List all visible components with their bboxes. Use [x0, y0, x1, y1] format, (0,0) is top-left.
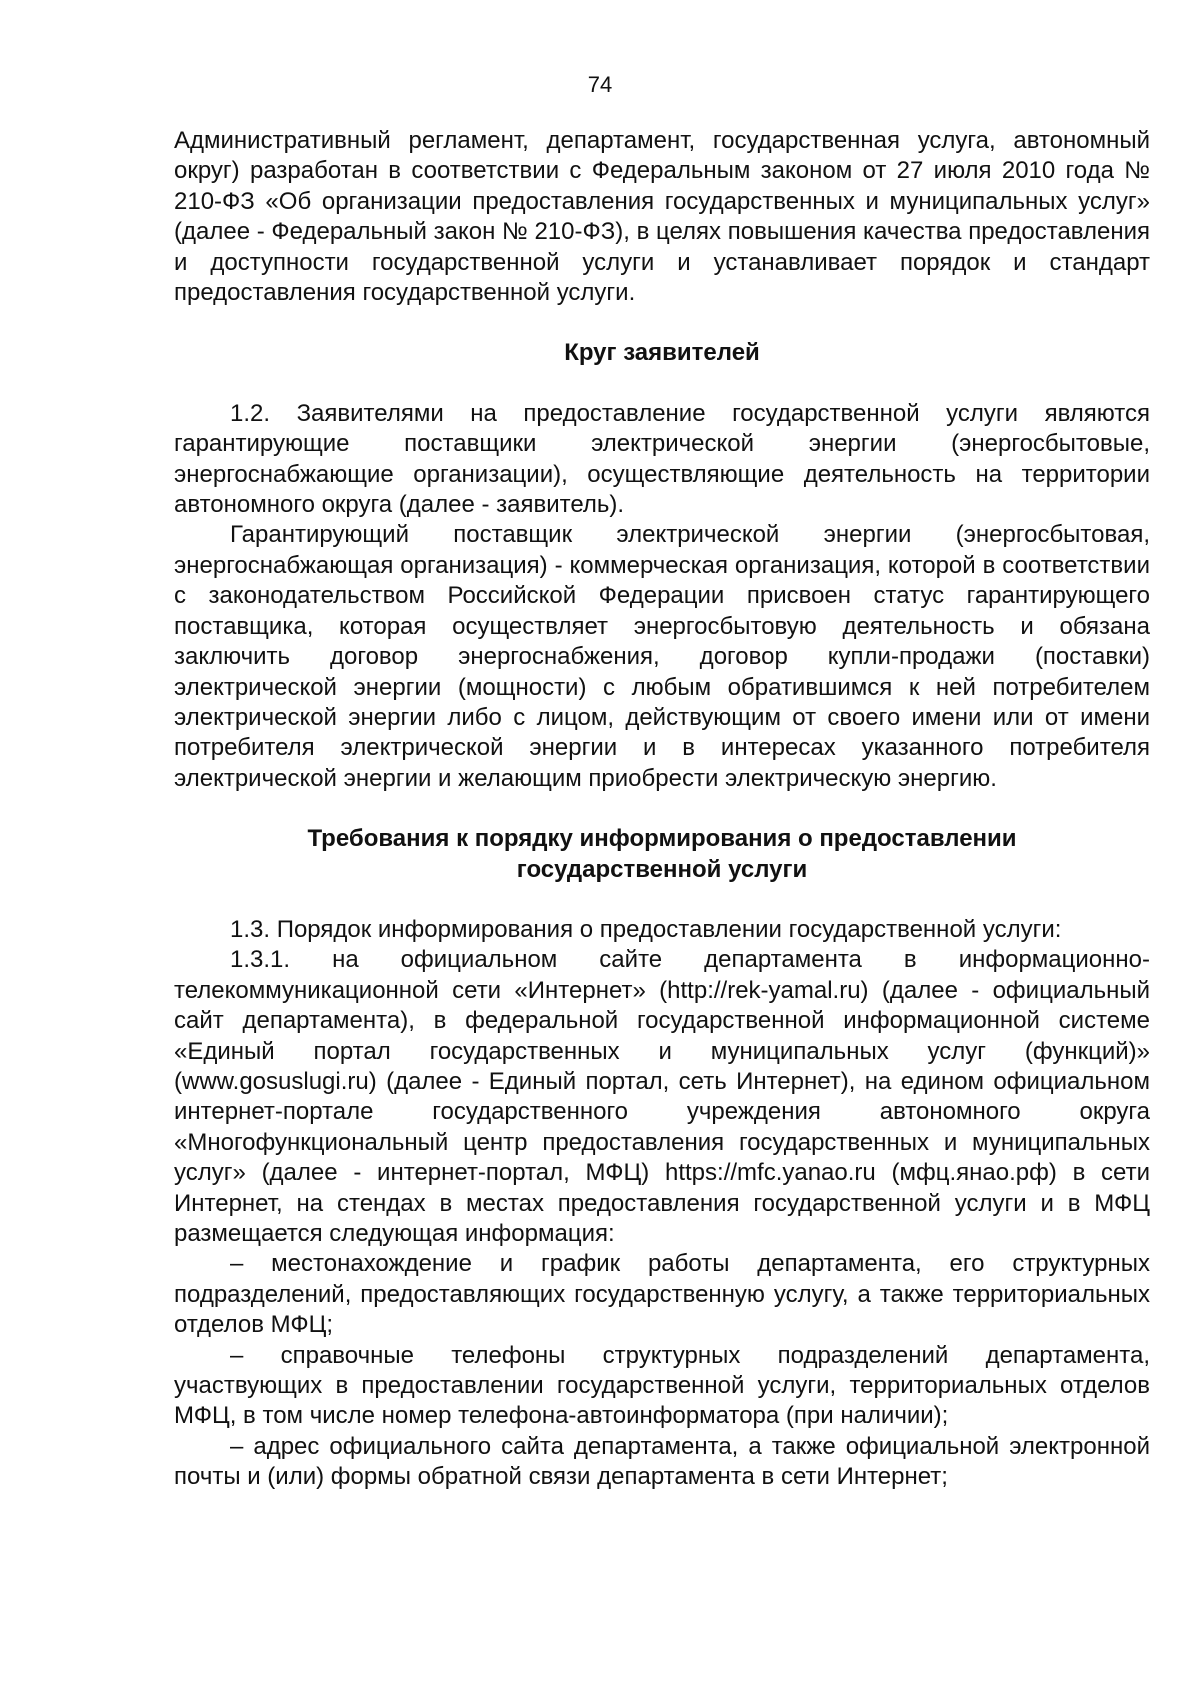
paragraph-guaranteeing-supplier: Гарантирующий поставщик электрической энергии (энергосбытовая, энергоснабжающая организация) - коммерческая организация, которой в соответствии с законодательством Российской Федерации присвоен статус гарантирующего поставщика, которая осуществляет энергосбытовую деятельность и обязана заключить договор энергоснабжения, договор купли-продажи (поставки) электрической энергии (мощности) с любым обратившимся к ней потребителем электрической энергии либо с лицом, действующим от своего имени или от имени потребителя электрической энергии и в интересах указанного потребителя электрической энергии и желающим приобрести электрическую энергию.: [174, 521, 1150, 792]
list-item: – местонахождение и график работы департамента, его структурных подразделений, предоставляющих государственную услугу, а также территориальных отделов МФЦ;: [174, 1250, 1150, 1339]
document-body: [174, 126, 1150, 1493]
list-item: – адрес официального сайта департамента, а также официальной электронной почты и (или) формы обратной связи департамента в сети Интернет;: [174, 1432, 1150, 1491]
section-heading-applicants: Круг заявителей: [564, 339, 760, 367]
list-item: – справочные телефоны структурных подразделений департамента, участвующих в предоставлении государственной услуги, территориальных отделов МФЦ, в том числе номер телефона-автоинформатора (при наличии);: [174, 1341, 1150, 1430]
paragraph-1-3: 1.3. Порядок информирования о предоставлении государственной услуги:: [230, 915, 1062, 943]
page-number: 74: [587, 72, 613, 97]
intro-paragraph: Административный регламент, департамент, государственная услуга, автономный округ) разработан в соответствии с Федеральным законом от 27 июля 2010 года № 210-ФЗ «Об организации предоставления государственных и муниципальных услуг» (далее - Федеральный закон № 210-ФЗ), в целях повышения качества предоставления и доступности государственной услуги и устанавливает порядок и стандарт предоставления государственной услуги.: [174, 127, 1150, 307]
paragraph-1-3-1: 1.3.1. на официальном сайте департамента в информационно-телекоммуникационной сети «Интернет» (http://rek-yamal.ru) (далее - официальный сайт департамента), в федеральной государственной информационной системе «Единый портал государственных и муниципальных услуг (функций)» (www.gosuslugi.ru) (далее - Единый портал, сеть Интернет), на едином официальном интернет-портале государственного учреждения автономного округа «Многофункциональный центр предоставления государственных и муниципальных услуг» (далее - интернет-портал, МФЦ) https://mfc.yanao.ru (мфц.янао.рф) в сети Интернет, на стендах в местах предоставления государственной услуги и в МФЦ размещается следующая информация:: [174, 946, 1150, 1247]
section-heading-informing-line1: Требования к порядку информирования о предоставлении: [307, 825, 1017, 853]
section-heading-informing-line2: государственной услуги: [516, 855, 808, 883]
paragraph-1-2: 1.2. Заявителями на предоставление государственной услуги являются гарантирующие поставщики электрической энергии (энергосбытовые, энергоснабжающие организации), осуществляющие деятельность на территории автономного округа (далее - заявитель).: [174, 399, 1150, 519]
